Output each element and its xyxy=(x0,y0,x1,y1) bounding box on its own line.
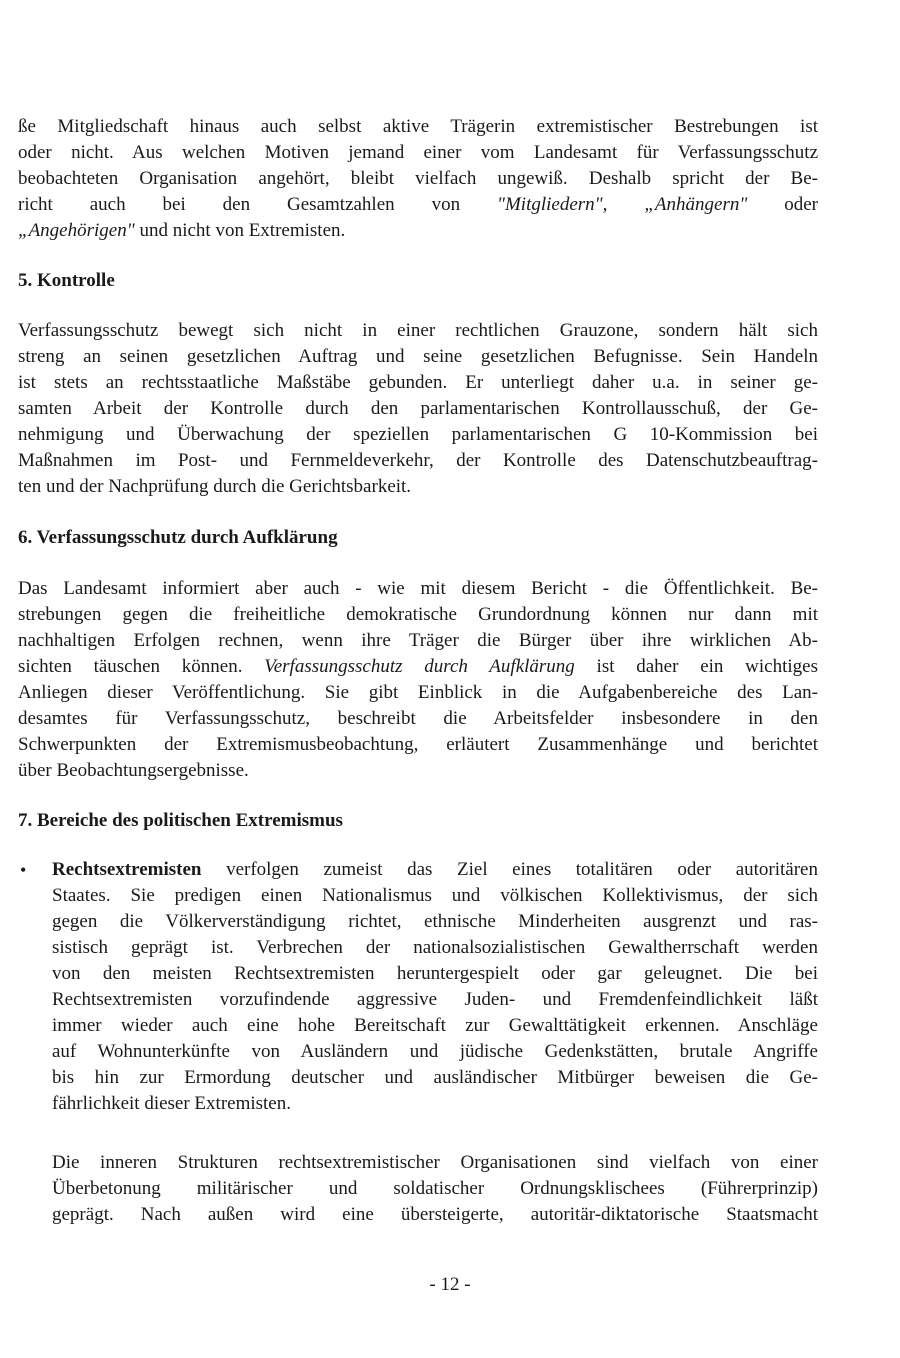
text-line: desamtes für Verfassungsschutz, beschreibt die Arbeitsfelder insbesondere in den xyxy=(18,708,818,729)
text-span: verfolgen zumeist das Ziel eines totalitären oder autoritären xyxy=(201,859,818,880)
text-span: und nicht von Extremisten. xyxy=(134,220,346,241)
text-span: sichten täuschen können. xyxy=(18,656,265,677)
text-line: Staates. Sie predigen einen Nationalismus und völkischen Kollektivismus, der sich xyxy=(52,885,818,906)
italic-text: Verfassungsschutz durch Aufklärung xyxy=(264,656,575,677)
text-line: Das Landesamt informiert aber auch - wie mit diesem Bericht - die Öffentlichkeit. Be- xyxy=(18,578,818,599)
text-line: Verfassungsschutz bewegt sich nicht in einer rechtlichen Grauzone, sondern hält sich xyxy=(18,320,818,341)
text-line: Die inneren Strukturen rechtsextremistischer Organisationen sind vielfach von einer xyxy=(52,1152,818,1173)
text-line: Anliegen dieser Veröffentlichung. Sie gibt Einblick in die Aufgabenbereiche des Lan- xyxy=(18,682,818,703)
text-line: streng an seinen gesetzlichen Auftrag und seine gesetzlichen Befugnisse. Sein Handeln xyxy=(18,346,818,367)
text-line: samten Arbeit der Kontrolle durch den parlamentarischen Kontrollausschuß, der Ge- xyxy=(18,398,818,419)
text-line: ten und der Nachprüfung durch die Gerichtsbarkeit. xyxy=(18,476,412,497)
text-line: bis hin zur Ermordung deutscher und ausländischer Mitbürger beweisen die Ge- xyxy=(52,1067,818,1088)
section-heading-extremismus: 7. Bereiche des politischen Extremismus xyxy=(18,810,343,831)
text-line: nehmigung und Überwachung der speziellen parlamentarischen G 10-Kommission bei xyxy=(18,424,818,445)
text-line: gegen die Völkerverständigung richtet, ethnische Minderheiten ausgrenzt und ras- xyxy=(52,911,818,932)
text-line xyxy=(18,654,818,680)
text-line: geprägt. Nach außen wird eine übersteigerte, autoritär-diktatorische Staatsmacht xyxy=(52,1204,818,1225)
text-line: immer wieder auch eine hohe Bereitschaft zur Gewalttätigkeit erkennen. Anschläge xyxy=(52,1015,818,1036)
text-line xyxy=(52,857,818,883)
section-heading-aufklaerung: 6. Verfassungsschutz durch Aufklärung xyxy=(18,527,338,548)
text-line: ist stets an rechtsstaatliche Maßstäbe gebunden. Er unterliegt daher u.a. in seiner ge- xyxy=(18,372,818,393)
italic-text: „Angehörigen" xyxy=(18,220,135,241)
text-line: fährlichkeit dieser Extremisten. xyxy=(52,1093,291,1114)
text-line: Schwerpunkten der Extremismusbeobachtung, erläutert Zusammenhänge und berichtet xyxy=(18,734,818,755)
section-heading-kontrolle: 5. Kontrolle xyxy=(18,270,115,291)
text-span: oder xyxy=(747,194,818,215)
bold-term: Rechtsextremisten xyxy=(52,859,202,880)
text-span: richt auch bei den Gesamtzahlen von xyxy=(18,194,497,215)
bullet-icon: • xyxy=(20,860,27,880)
text-line: beobachteten Organisation angehört, bleibt vielfach ungewiß. Deshalb spricht der Be- xyxy=(18,168,818,189)
text-line xyxy=(18,192,818,218)
text-line: strebungen gegen die freiheitliche demokratische Grundordnung können nur dann mit xyxy=(18,604,818,625)
text-line: sistisch geprägt ist. Verbrechen der nationalsozialistischen Gewaltherrschaft werden xyxy=(52,937,818,958)
text-line: oder nicht. Aus welchen Motiven jemand einer vom Landesamt für Verfassungsschutz xyxy=(18,142,818,163)
text-line: von den meisten Rechtsextremisten heruntergespielt oder gar geleugnet. Die bei xyxy=(52,963,818,984)
text-line: auf Wohnunterkünfte von Ausländern und jüdische Gedenkstätten, brutale Angriffe xyxy=(52,1041,818,1062)
page-number: - 12 - xyxy=(429,1274,471,1295)
italic-text: "Mitgliedern", „Anhängern" xyxy=(497,194,748,215)
text-line: über Beobachtungsergebnisse. xyxy=(18,760,249,781)
text-span: ist daher ein wichtiges xyxy=(574,656,818,677)
text-line: nachhaltigen Erfolgen rechnen, wenn ihre Träger die Bürger über ihre wirklichen Ab- xyxy=(18,630,818,651)
text-line: ße Mitgliedschaft hinaus auch selbst aktive Trägerin extremistischer Bestrebungen ist xyxy=(18,116,818,137)
text-line: Rechtsextremisten vorzufindende aggressive Juden- und Fremdenfeindlichkeit läßt xyxy=(52,989,818,1010)
text-line: Maßnahmen im Post- und Fernmeldeverkehr, der Kontrolle des Datenschutzbeauftrag- xyxy=(18,450,818,471)
text-line xyxy=(18,218,345,244)
text-line: Überbetonung militärischer und soldatischer Ordnungsklischees (Führerprinzip) xyxy=(52,1178,818,1199)
